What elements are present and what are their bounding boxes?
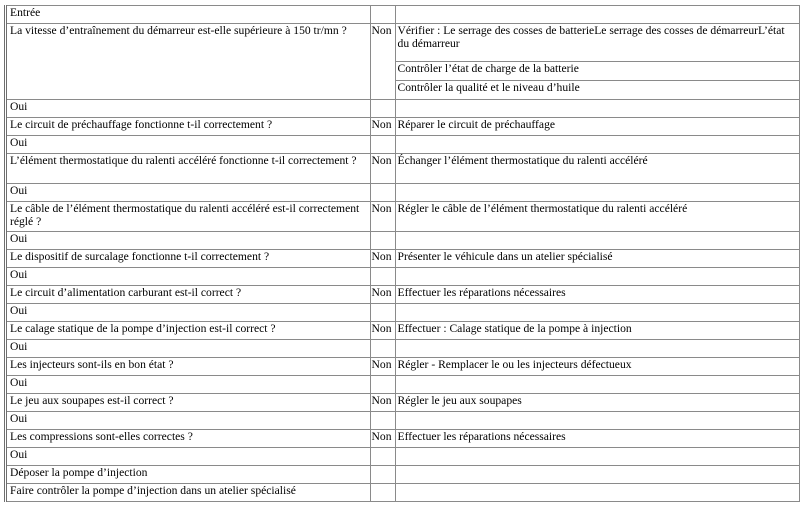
answer-yes-row-cell: Oui bbox=[6, 376, 371, 394]
question-text: Le jeu aux soupapes est-il correct ? bbox=[6, 394, 371, 412]
answer-yes-row bbox=[6, 232, 800, 250]
answer-yes-row bbox=[6, 268, 800, 286]
answer-yes-row-cell: Oui bbox=[6, 340, 371, 358]
final-step-row bbox=[6, 484, 800, 502]
empty-cell bbox=[370, 466, 395, 484]
question-row bbox=[6, 430, 800, 448]
final-step-row-cell: Déposer la pompe d’injection bbox=[6, 466, 371, 484]
question-text: Les compressions sont-elles correctes ? bbox=[6, 430, 371, 448]
answer-yes-row-cell: Oui bbox=[6, 304, 371, 322]
empty-cell bbox=[370, 412, 395, 430]
empty-cell bbox=[370, 340, 395, 358]
action-text: Régler le jeu aux soupapes bbox=[395, 394, 799, 412]
empty-cell bbox=[395, 232, 799, 250]
empty-cell bbox=[395, 268, 799, 286]
answer-no: Non bbox=[370, 286, 395, 304]
question-row bbox=[6, 358, 800, 376]
question-text: Le câble de l’élément thermostatique du ralenti accéléré est-il correctement réglé ? bbox=[6, 202, 371, 232]
empty-cell bbox=[395, 484, 799, 502]
answer-yes-row-cell: Oui bbox=[6, 448, 371, 466]
question-row bbox=[6, 250, 800, 268]
answer-yes-row bbox=[6, 136, 800, 154]
answer-yes-row bbox=[6, 100, 800, 118]
question-text: La vitesse d’entraînement du démarreur est-elle supérieure à 150 tr/mn ? bbox=[6, 24, 371, 100]
question-text: Le circuit de préchauffage fonctionne t-il correctement ? bbox=[6, 118, 371, 136]
answer-no: Non bbox=[370, 154, 395, 184]
empty-cell bbox=[370, 376, 395, 394]
answer-yes-row-cell: Oui bbox=[6, 136, 371, 154]
question-row bbox=[6, 322, 800, 340]
answer-yes-row-cell: Oui bbox=[6, 268, 371, 286]
action-text: Présenter le véhicule dans un atelier spécialisé bbox=[395, 250, 799, 268]
empty-cell bbox=[370, 136, 395, 154]
answer-yes-row bbox=[6, 184, 800, 202]
question-row bbox=[6, 24, 800, 62]
question-row bbox=[6, 394, 800, 412]
question-row bbox=[6, 202, 800, 232]
answer-no: Non bbox=[370, 358, 395, 376]
entry-row bbox=[6, 6, 800, 24]
answer-yes-row bbox=[6, 340, 800, 358]
empty-cell bbox=[370, 232, 395, 250]
answer-yes-row-cell: Oui bbox=[6, 412, 371, 430]
answer-no: Non bbox=[370, 202, 395, 232]
answer-no: Non bbox=[370, 118, 395, 136]
answer-yes-row-cell: Oui bbox=[6, 184, 371, 202]
empty-cell bbox=[370, 184, 395, 202]
final-step-row bbox=[6, 466, 800, 484]
answer-yes-row bbox=[6, 412, 800, 430]
answer-yes-row-cell: Oui bbox=[6, 232, 371, 250]
empty-cell bbox=[395, 100, 799, 118]
action-text: Contrôler l’état de charge de la batterie bbox=[395, 62, 799, 81]
empty-cell bbox=[395, 448, 799, 466]
answer-no: Non bbox=[370, 250, 395, 268]
question-text: L’élément thermostatique du ralenti accéléré fonctionne t-il correctement ? bbox=[6, 154, 371, 184]
diagnostic-table bbox=[4, 5, 800, 502]
empty-cell bbox=[395, 304, 799, 322]
question-row bbox=[6, 118, 800, 136]
empty-cell bbox=[395, 376, 799, 394]
answer-yes-row bbox=[6, 304, 800, 322]
answer-no: Non bbox=[370, 24, 395, 100]
answer-yes-row bbox=[6, 448, 800, 466]
empty-cell bbox=[395, 6, 799, 24]
action-text: Régler - Remplacer le ou les injecteurs défectueux bbox=[395, 358, 799, 376]
empty-cell bbox=[370, 448, 395, 466]
entry-row-cell: Entrée bbox=[6, 6, 371, 24]
answer-no: Non bbox=[370, 394, 395, 412]
action-text: Effectuer les réparations nécessaires bbox=[395, 430, 799, 448]
action-text: Effectuer : Calage statique de la pompe à injection bbox=[395, 322, 799, 340]
question-row bbox=[6, 286, 800, 304]
question-text: Les injecteurs sont-ils en bon état ? bbox=[6, 358, 371, 376]
action-text: Effectuer les réparations nécessaires bbox=[395, 286, 799, 304]
empty-cell bbox=[370, 268, 395, 286]
empty-cell bbox=[395, 340, 799, 358]
action-text: Échanger l’élément thermostatique du ralenti accéléré bbox=[395, 154, 799, 184]
action-text: Contrôler la qualité et le niveau d’huile bbox=[395, 81, 799, 100]
question-row bbox=[6, 154, 800, 184]
answer-yes-row-cell: Oui bbox=[6, 100, 371, 118]
empty-cell bbox=[370, 484, 395, 502]
action-text: Réparer le circuit de préchauffage bbox=[395, 118, 799, 136]
empty-cell bbox=[395, 184, 799, 202]
answer-no: Non bbox=[370, 322, 395, 340]
empty-cell bbox=[395, 136, 799, 154]
question-text: Le calage statique de la pompe d’injection est-il correct ? bbox=[6, 322, 371, 340]
question-text: Le circuit d’alimentation carburant est-il correct ? bbox=[6, 286, 371, 304]
empty-cell bbox=[370, 304, 395, 322]
final-step-row-cell: Faire contrôler la pompe d’injection dans un atelier spécialisé bbox=[6, 484, 371, 502]
action-text: Vérifier : Le serrage des cosses de batterieLe serrage des cosses de démarreurL’état du démarreur bbox=[395, 24, 799, 62]
empty-cell bbox=[395, 466, 799, 484]
answer-yes-row bbox=[6, 376, 800, 394]
answer-no: Non bbox=[370, 430, 395, 448]
empty-cell bbox=[370, 6, 395, 24]
empty-cell bbox=[395, 412, 799, 430]
question-text: Le dispositif de surcalage fonctionne t-il correctement ? bbox=[6, 250, 371, 268]
empty-cell bbox=[370, 100, 395, 118]
action-text: Régler le câble de l’élément thermostatique du ralenti accéléré bbox=[395, 202, 799, 232]
